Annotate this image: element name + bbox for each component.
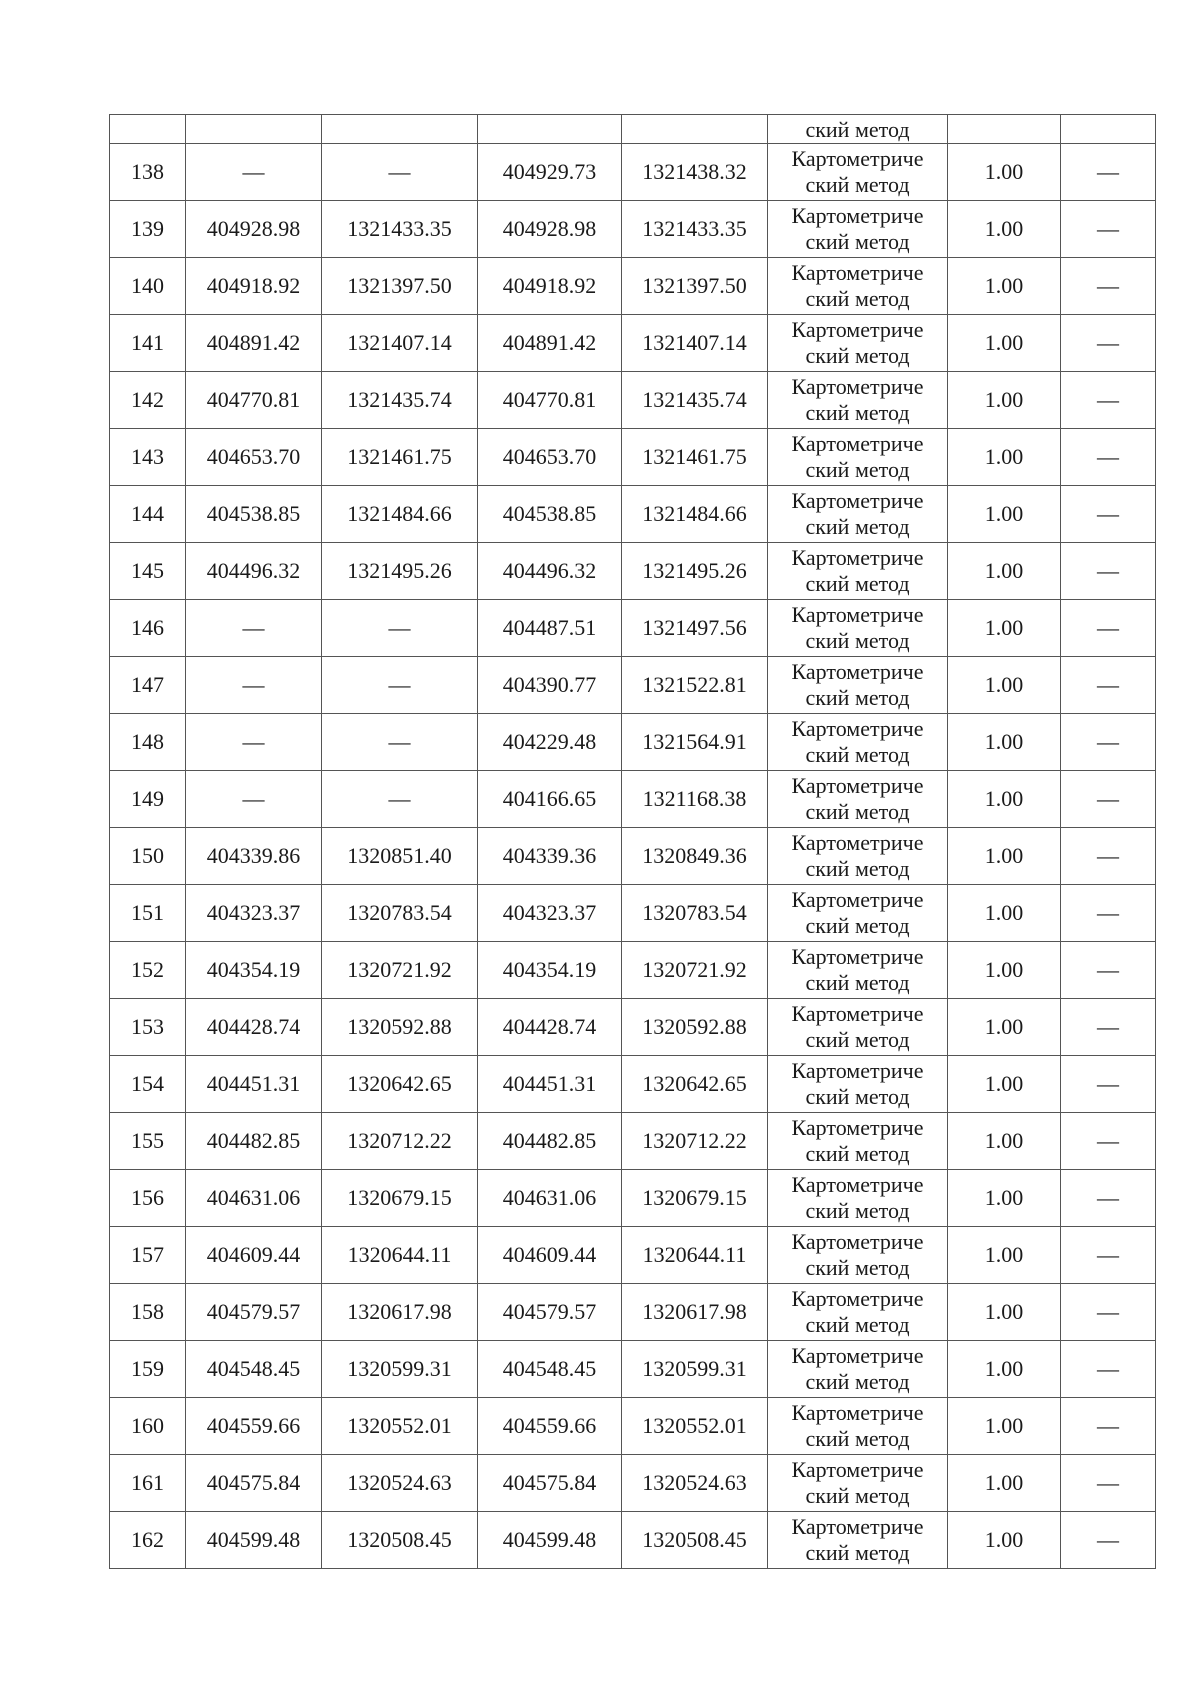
cell-accuracy: 1.00 [948,1170,1061,1227]
cell-x-existing: 404575.84 [186,1455,322,1512]
cell-point-number: 156 [110,1170,186,1227]
cell-y-existing: 1320642.65 [322,1056,478,1113]
cell-x-new: 404229.48 [478,714,622,771]
cell-description: — [1061,1056,1156,1113]
cell-y-new: 1321168.38 [622,771,768,828]
table-row [110,1113,1156,1170]
cell-method [768,486,948,543]
cell-point-number: 158 [110,1284,186,1341]
method-line-1: Картометриче [791,431,924,456]
cell-method [768,315,948,372]
cell-y-existing: 1320721.92 [322,942,478,999]
cell-x-new: 404929.73 [478,144,622,201]
cell-x-new: 404579.57 [478,1284,622,1341]
cell-accuracy: 1.00 [948,714,1061,771]
cell-y-new: 1321522.81 [622,657,768,714]
method-line-1: Картометриче [791,887,924,912]
table-row [110,1284,1156,1341]
cell-x-existing: 404599.48 [186,1512,322,1569]
cell-point-number: 149 [110,771,186,828]
cell-point-number [110,115,186,144]
method-line-2: ский метод [805,172,910,197]
method-line-2: ский метод [805,286,910,311]
cell-method [768,201,948,258]
table-row [110,1455,1156,1512]
cell-description: — [1061,771,1156,828]
cell-method [768,885,948,942]
method-line-1: Картометриче [791,203,924,228]
cell-y-new: 1321495.26 [622,543,768,600]
cell-y-existing: 1320644.11 [322,1227,478,1284]
cell-y-new: 1321438.32 [622,144,768,201]
cell-x-new: 404918.92 [478,258,622,315]
table-row [110,714,1156,771]
method-line-1: Картометриче [791,260,924,285]
cell-description: — [1061,429,1156,486]
cell-y-existing: 1321397.50 [322,258,478,315]
table-row [110,115,1156,144]
table-row [110,942,1156,999]
cell-description: — [1061,714,1156,771]
cell-point-number: 153 [110,999,186,1056]
method-line-2: ский метод [805,913,910,938]
cell-point-number: 162 [110,1512,186,1569]
cell-y-new: 1321433.35 [622,201,768,258]
cell-x-existing: 404428.74 [186,999,322,1056]
cell-x-new: 404354.19 [478,942,622,999]
cell-accuracy: 1.00 [948,144,1061,201]
cell-y-new: 1320508.45 [622,1512,768,1569]
cell-method [768,1113,948,1170]
cell-x-new: 404653.70 [478,429,622,486]
table-row [110,885,1156,942]
method-line-1: Картометриче [791,374,924,399]
cell-description: — [1061,543,1156,600]
cell-accuracy: 1.00 [948,1113,1061,1170]
cell-y-existing: — [322,657,478,714]
cell-point-number: 152 [110,942,186,999]
cell-accuracy: 1.00 [948,201,1061,258]
table-row [110,1512,1156,1569]
table-row [110,429,1156,486]
table-row [110,1056,1156,1113]
cell-accuracy: 1.00 [948,657,1061,714]
cell-method [768,600,948,657]
table-row [110,201,1156,258]
cell-point-number: 141 [110,315,186,372]
method-line-1: Картометриче [791,545,924,570]
cell-x-existing: 404451.31 [186,1056,322,1113]
cell-point-number: 142 [110,372,186,429]
method-line-2: ский метод [805,1141,910,1166]
cell-x-new: 404599.48 [478,1512,622,1569]
method-line-1: Картометриче [791,1457,924,1482]
cell-y-new: 1321564.91 [622,714,768,771]
cell-y-existing: 1321433.35 [322,201,478,258]
table-row [110,372,1156,429]
cell-y-new: 1320783.54 [622,885,768,942]
cell-y-new: 1321435.74 [622,372,768,429]
cell-point-number: 161 [110,1455,186,1512]
cell-x-new: 404451.31 [478,1056,622,1113]
method-line-1: Картометриче [791,1172,924,1197]
cell-y-existing: 1320524.63 [322,1455,478,1512]
cell-x-existing: 404770.81 [186,372,322,429]
cell-y-new: 1320849.36 [622,828,768,885]
cell-accuracy: 1.00 [948,1227,1061,1284]
cell-accuracy: 1.00 [948,771,1061,828]
table-row [110,486,1156,543]
table-row [110,1170,1156,1227]
cell-point-number: 145 [110,543,186,600]
method-line-2: ский метод [805,742,910,767]
method-line-2: ский метод [805,1483,910,1508]
cell-method [768,1512,948,1569]
table-row [110,600,1156,657]
cell-method [768,771,948,828]
cell-description: — [1061,942,1156,999]
method-line-2: ский метод [805,1255,910,1280]
cell-x-existing: 404918.92 [186,258,322,315]
cell-point-number: 147 [110,657,186,714]
table-row [110,258,1156,315]
cell-y-existing: 1321495.26 [322,543,478,600]
cell-accuracy: 1.00 [948,999,1061,1056]
cell-y-new: 1320592.88 [622,999,768,1056]
cell-y-existing: 1321484.66 [322,486,478,543]
method-line-1: Картометриче [791,830,924,855]
method-line-2: ский метод [805,1369,910,1394]
method-line-1: Картометриче [791,659,924,684]
method-line-2: ский метод [805,457,910,482]
cell-method: ский метод [768,115,948,144]
cell-method [768,543,948,600]
cell-point-number: 150 [110,828,186,885]
method-line-1: Картометриче [791,716,924,741]
method-line-2: ский метод [805,628,910,653]
cell-x-existing: 404323.37 [186,885,322,942]
method-line-1: Картометриче [791,146,924,171]
cell-method [768,1398,948,1455]
cell-x-existing: 404559.66 [186,1398,322,1455]
cell-y-new: 1320599.31 [622,1341,768,1398]
cell-method [768,1341,948,1398]
method-line-2: ский метод [805,1426,910,1451]
method-line-2: ский метод [805,799,910,824]
method-line-2: ский метод [805,571,910,596]
cell-y-existing: 1320599.31 [322,1341,478,1398]
coordinates-table [109,114,1156,1569]
cell-x-new: 404928.98 [478,201,622,258]
method-line-1: Картометриче [791,1286,924,1311]
cell-accuracy [948,115,1061,144]
cell-x-new: 404487.51 [478,600,622,657]
table-row [110,315,1156,372]
cell-x-existing: 404496.32 [186,543,322,600]
cell-x-existing [186,115,322,144]
cell-y-existing: 1320783.54 [322,885,478,942]
method-line-1: Картометриче [791,1343,924,1368]
method-line-1: Картометриче [791,773,924,798]
cell-x-existing: 404548.45 [186,1341,322,1398]
cell-x-new: 404548.45 [478,1341,622,1398]
cell-method [768,1284,948,1341]
method-line-2: ский метод [805,685,910,710]
cell-y-new: 1320642.65 [622,1056,768,1113]
cell-y-existing: 1320552.01 [322,1398,478,1455]
method-line-2: ский метод [805,1540,910,1565]
cell-x-new: 404323.37 [478,885,622,942]
cell-description: — [1061,1341,1156,1398]
cell-description: — [1061,144,1156,201]
cell-y-new [622,115,768,144]
method-line-2: ский метод [805,343,910,368]
cell-y-new: 1321461.75 [622,429,768,486]
table-row [110,657,1156,714]
cell-accuracy: 1.00 [948,315,1061,372]
cell-x-new: 404482.85 [478,1113,622,1170]
cell-y-existing: 1320508.45 [322,1512,478,1569]
cell-description [1061,115,1156,144]
cell-x-existing: 404482.85 [186,1113,322,1170]
table-row [110,828,1156,885]
cell-y-existing [322,115,478,144]
cell-y-new: 1320679.15 [622,1170,768,1227]
cell-accuracy: 1.00 [948,486,1061,543]
cell-x-existing: 404891.42 [186,315,322,372]
cell-y-existing: — [322,771,478,828]
cell-y-new: 1320644.11 [622,1227,768,1284]
cell-x-existing: — [186,714,322,771]
cell-description: — [1061,999,1156,1056]
cell-accuracy: 1.00 [948,1398,1061,1455]
cell-x-new: 404575.84 [478,1455,622,1512]
cell-y-existing: 1321407.14 [322,315,478,372]
cell-x-new: 404339.36 [478,828,622,885]
cell-description: — [1061,201,1156,258]
method-line-2: ский метод [805,514,910,539]
method-line-2: ский метод [805,1084,910,1109]
cell-y-existing: — [322,714,478,771]
method-line-1: Картометриче [791,488,924,513]
cell-description: — [1061,1398,1156,1455]
cell-description: — [1061,600,1156,657]
cell-y-new: 1321484.66 [622,486,768,543]
method-line-1: Картометриче [791,1400,924,1425]
table-row [110,999,1156,1056]
method-line-1: Картометриче [791,1058,924,1083]
cell-point-number: 148 [110,714,186,771]
cell-point-number: 154 [110,1056,186,1113]
cell-method [768,1227,948,1284]
method-line-1: Картометриче [791,1514,924,1539]
cell-y-existing: 1320712.22 [322,1113,478,1170]
cell-y-existing: 1320851.40 [322,828,478,885]
cell-accuracy: 1.00 [948,1455,1061,1512]
method-line-1: Картометриче [791,1115,924,1140]
cell-x-new: 404631.06 [478,1170,622,1227]
cell-y-existing: 1320617.98 [322,1284,478,1341]
cell-description: — [1061,315,1156,372]
cell-x-existing: — [186,657,322,714]
cell-point-number: 140 [110,258,186,315]
cell-accuracy: 1.00 [948,1512,1061,1569]
cell-point-number: 144 [110,486,186,543]
cell-accuracy: 1.00 [948,600,1061,657]
cell-y-new: 1321497.56 [622,600,768,657]
method-line-2: ский метод [805,1027,910,1052]
cell-description: — [1061,372,1156,429]
cell-y-existing: — [322,600,478,657]
cell-x-new: 404428.74 [478,999,622,1056]
cell-accuracy: 1.00 [948,885,1061,942]
cell-y-existing: 1321461.75 [322,429,478,486]
cell-method [768,657,948,714]
method-line-2: ский метод [805,229,910,254]
cell-x-existing: — [186,771,322,828]
cell-accuracy: 1.00 [948,1341,1061,1398]
cell-x-new: 404538.85 [478,486,622,543]
cell-point-number: 159 [110,1341,186,1398]
cell-x-new: 404496.32 [478,543,622,600]
cell-method [768,429,948,486]
method-line-2: ский метод [805,970,910,995]
cell-accuracy: 1.00 [948,1284,1061,1341]
cell-x-existing: — [186,144,322,201]
cell-y-new: 1321407.14 [622,315,768,372]
table-row [110,771,1156,828]
cell-description: — [1061,1227,1156,1284]
cell-description: — [1061,1455,1156,1512]
cell-y-new: 1320721.92 [622,942,768,999]
cell-point-number: 143 [110,429,186,486]
cell-x-existing: 404354.19 [186,942,322,999]
cell-description: — [1061,1512,1156,1569]
method-line-2: ский метод [805,1312,910,1337]
cell-point-number: 155 [110,1113,186,1170]
cell-method [768,144,948,201]
cell-point-number: 157 [110,1227,186,1284]
cell-x-new [478,115,622,144]
cell-description: — [1061,885,1156,942]
cell-x-new: 404770.81 [478,372,622,429]
method-line-2: ский метод [805,400,910,425]
cell-accuracy: 1.00 [948,543,1061,600]
cell-point-number: 160 [110,1398,186,1455]
cell-x-new: 404891.42 [478,315,622,372]
table-row [110,1341,1156,1398]
cell-description: — [1061,258,1156,315]
cell-x-existing: 404631.06 [186,1170,322,1227]
cell-x-new: 404609.44 [478,1227,622,1284]
cell-x-existing: — [186,600,322,657]
table-row [110,1227,1156,1284]
method-line-1: Картометриче [791,1229,924,1254]
cell-description: — [1061,657,1156,714]
cell-accuracy: 1.00 [948,372,1061,429]
cell-accuracy: 1.00 [948,429,1061,486]
cell-method [768,372,948,429]
cell-point-number: 138 [110,144,186,201]
cell-description: — [1061,486,1156,543]
cell-method [768,999,948,1056]
cell-x-new: 404166.65 [478,771,622,828]
cell-x-existing: 404928.98 [186,201,322,258]
table-row [110,543,1156,600]
cell-y-existing: 1321435.74 [322,372,478,429]
cell-y-new: 1320524.63 [622,1455,768,1512]
cell-y-new: 1321397.50 [622,258,768,315]
cell-y-new: 1320552.01 [622,1398,768,1455]
table-row [110,1398,1156,1455]
cell-y-existing: 1320679.15 [322,1170,478,1227]
cell-description: — [1061,1113,1156,1170]
cell-y-new: 1320617.98 [622,1284,768,1341]
cell-point-number: 139 [110,201,186,258]
cell-y-existing: — [322,144,478,201]
cell-method [768,942,948,999]
cell-point-number: 151 [110,885,186,942]
cell-method [768,1455,948,1512]
method-line-2: ский метод [805,856,910,881]
cell-x-existing: 404653.70 [186,429,322,486]
cell-point-number: 146 [110,600,186,657]
cell-x-existing: 404609.44 [186,1227,322,1284]
cell-method [768,714,948,771]
table-row [110,144,1156,201]
cell-description: — [1061,1170,1156,1227]
cell-accuracy: 1.00 [948,942,1061,999]
cell-accuracy: 1.00 [948,828,1061,885]
cell-x-new: 404390.77 [478,657,622,714]
cell-description: — [1061,828,1156,885]
method-line-1: Картометриче [791,317,924,342]
cell-y-existing: 1320592.88 [322,999,478,1056]
cell-method [768,258,948,315]
cell-description: — [1061,1284,1156,1341]
cell-method [768,1056,948,1113]
cell-method [768,828,948,885]
cell-y-new: 1320712.22 [622,1113,768,1170]
cell-x-new: 404559.66 [478,1398,622,1455]
method-line-1: Картометриче [791,1001,924,1026]
cell-x-existing: 404579.57 [186,1284,322,1341]
method-line-1: Картометриче [791,602,924,627]
cell-x-existing: 404538.85 [186,486,322,543]
method-line-1: Картометриче [791,944,924,969]
cell-method [768,1170,948,1227]
cell-accuracy: 1.00 [948,1056,1061,1113]
method-line-2: ский метод [805,1198,910,1223]
cell-accuracy: 1.00 [948,258,1061,315]
cell-x-existing: 404339.86 [186,828,322,885]
